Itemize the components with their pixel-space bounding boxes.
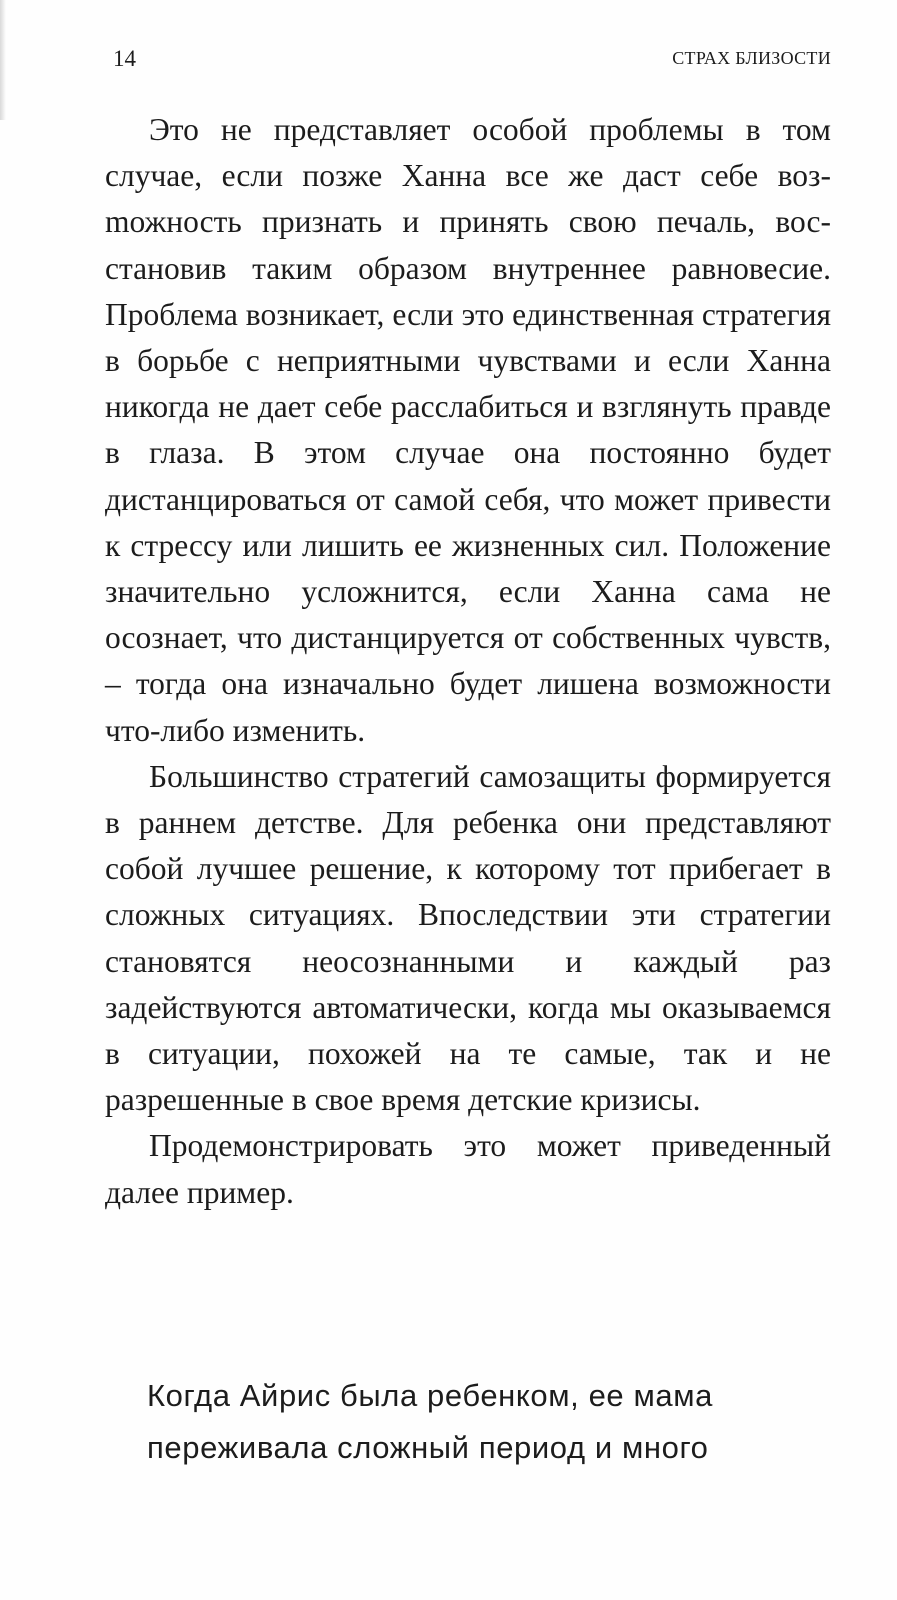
- body-text: [105, 107, 831, 1216]
- paragraph-3: Продемонстрировать это может приведенный далее пример.: [105, 1128, 831, 1210]
- running-title: СТРАХ БЛИЗОСТИ: [672, 48, 831, 68]
- paragraph-1: Это не представляет особой проблемы в том случае, если позже Ханна все же даст себе возmожность признать и принять свою печаль, восстановив таким образом внутреннее равновесие. Проблема возникает, если это единственная стратегия в борьбе с неприятными чувствами и если Ханна никогда не дает себе расслабиться и взглянуть правде в глаза. В этом случае она постоянно будет дистанцироваться от самой себя, что может привести к стрессу или лишить ее жизненных сил. Положение значительно усложнится, если Ханна сама не осознает, что дистанцируется от собственных чувств, – тогда она изначально будет лишена возможности что-либо изменить.: [105, 112, 831, 748]
- page-header: [113, 46, 831, 76]
- page-edge-shadow: [0, 0, 6, 120]
- example-block: [147, 1370, 847, 1474]
- example-line-1: Когда Айрис была ребенком, ее мама: [147, 1378, 713, 1413]
- example-line-2: переживала сложный период и много: [147, 1430, 709, 1465]
- paragraph-2: Большинство стратегий самозащиты формируется в раннем детстве. Для ребенка они представляют собой лучшее решение, к которому тот прибегает в сложных ситуациях. Впоследствии эти стратегии становятся неосознанными и каждый раз задействуются автоматически, когда мы оказываемся в ситуации, похожей на те самые, так и не разрешенные в свое время детские кризисы.: [105, 758, 831, 1118]
- page-number: 14: [113, 46, 136, 71]
